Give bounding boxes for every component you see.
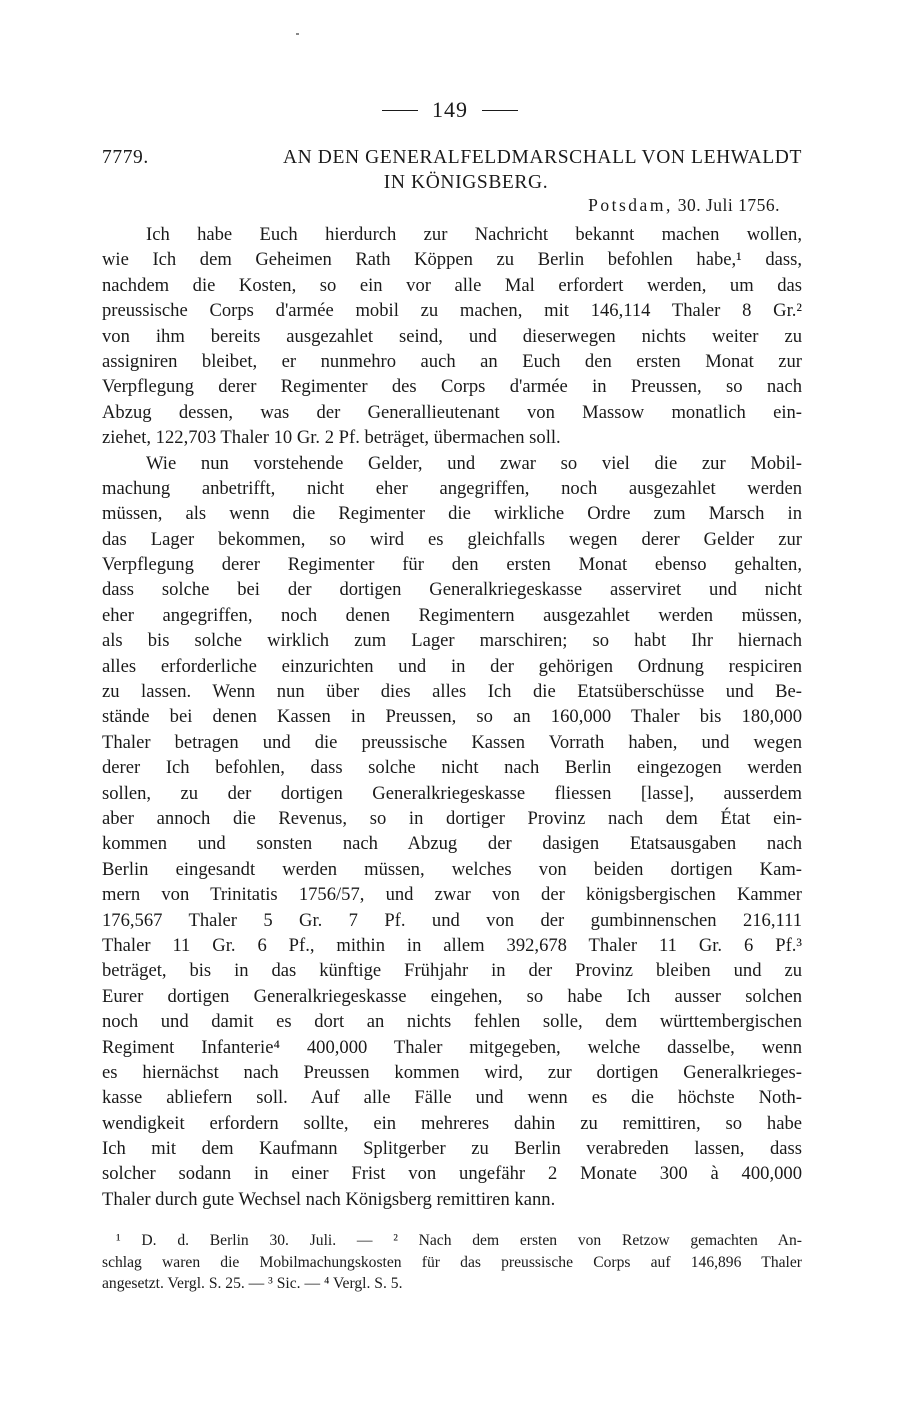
body-line: mern von Trinitatis 1756/57, und zwar von der königsbergischen Kammer [102,884,802,906]
body-line: beträget, bis in das künftige Frühjahr in der Provinz bleiben und zu [102,960,802,982]
body-line: Verpflegung derer Regimenter für den ersten Monat ebenso gehalten, [102,554,802,576]
page-number: 149 [432,97,468,122]
scan-speck [296,33,299,35]
dash-right [482,110,518,111]
body-line: müssen, als wenn die Regimenter die wirkliche Ordre zum Marsch in [102,503,802,525]
body-line: machung anbetrifft, nicht eher angegriffen, noch ausgezahlet werden [102,477,802,499]
body-line: noch und damit es dort an nichts fehlen solle, dem württembergischen [102,1011,802,1033]
body-line: ziehet, 122,703 Thaler 10 Gr. 2 Pf. beträget, übermachen soll. [102,427,561,449]
body-line: preussische Corps d'armée mobil zu machen, mit 146,114 Thaler 8 Gr.² [102,300,802,322]
body-line: es hiernächst nach Preussen kommen wird, zur dortigen Generalkrieges- [102,1061,802,1083]
heading-line-2: IN KÖNIGSBERG. [383,172,549,193]
body-line: kommen und sonsten nach Abzug der dasigen Etatsausgaben nach [102,833,802,855]
body-line: alles erforderliche einzurichten und in der gehörigen Ordnung respiciren [102,655,802,677]
body-line: Berlin eingesandt werden müssen, welches von beiden dortigen Kam- [102,858,802,880]
body-line: Ich habe Euch hierdurch zur Nachricht bekannt machen wollen, [146,224,802,245]
body-line: 176,567 Thaler 5 Gr. 7 Pf. und von der gumbinnenschen 216,111 [102,909,802,931]
body-line: eher angegriffen, noch denen Regimentern ausgezahlet werden müssen, [102,604,802,626]
body-line: nachdem die Kosten, so ein vor alle Mal erfordert werden, um das [102,274,802,296]
body-line: Thaler durch gute Wechsel nach Königsberg remittiren kann. [102,1188,556,1210]
body-line: solcher sodann in einer Frist von ungefähr 2 Monate 300 à 400,000 [102,1163,802,1185]
body-line: von ihm bereits ausgezahlet seind, und dieserwegen nichts weiter zu [102,325,802,347]
footnote-line: schlag waren die Mobilmachungskosten für das preussische Corps auf 146,896 Thaler [102,1253,802,1271]
body-line: Thaler 11 Gr. 6 Pf., mithin in allem 392,678 Thaler 11 Gr. 6 Pf.³ [102,934,802,956]
dateline [588,195,780,216]
dash-left [382,110,418,111]
body-line: das Lager bekommen, so wird es gleichfalls wegen derer Gelder zur [102,528,802,550]
body-line: Regiment Infanterie⁴ 400,000 Thaler mitgegeben, welche dasselbe, wenn [102,1036,802,1058]
body-line: Verpflegung derer Regimenter des Corps d'armée in Preussen, so nach [102,376,802,398]
heading-line-1: AN DEN GENERALFELDMARSCHALL VON LEHWALDT [282,147,802,168]
letter-body [102,222,802,1212]
letter-number: 7779. [102,147,149,168]
footnote-line: ¹ D. d. Berlin 30. Juli. — ² Nach dem ersten von Retzow gemachten An- [116,1232,802,1249]
body-line: wie Ich dem Geheimen Rath Köppen zu Berlin befohlen habe,¹ dass, [102,249,802,271]
footnote-line: angesetzt. Vergl. S. 25. — ³ Sic. — ⁴ Vergl. S. 5. [102,1275,403,1292]
body-line: stände bei denen Kassen in Preussen, so an 160,000 Thaler bis 180,000 [102,706,802,728]
body-line: Wie nun vorstehende Gelder, und zwar so viel die zur Mobil- [146,452,802,474]
body-line: wendigkeit erfordern sollte, ein mehreres dahin zu remittiren, so habe [102,1112,802,1134]
body-line: Eurer dortigen Generalkriegeskasse eingehen, so habe Ich ausser solchen [102,985,802,1007]
body-line: sollen, zu der dortigen Generalkriegeskasse fliessen [lasse], ausserdem [102,782,802,804]
footnotes [102,1230,802,1295]
body-line: kasse abliefern soll. Auf alle Fälle und wenn es die höchste Noth- [102,1087,802,1109]
body-line: derer Ich befohlen, dass solche nicht nach Berlin eingezogen werden [102,757,802,779]
letter-heading [102,145,802,195]
dateline-place: Potsdam, [588,195,673,215]
body-line: aber annoch die Revenus, so in dortiger Provinz nach dem État ein- [102,807,802,829]
body-line: zu lassen. Wenn nun über dies alles Ich die Etatsüberschüsse und Be- [102,681,802,703]
page-number-header [0,97,900,123]
body-line: assigniren bleibet, er nunmehro auch an Euch den ersten Monat zur [102,350,802,372]
body-line: als bis solche wirklich zum Lager marschiren; so habt Ihr hiernach [102,630,802,652]
body-line: Ich mit dem Kaufmann Splitgerber zu Berlin verabreden lassen, dass [102,1138,802,1160]
body-line: Thaler betragen und die preussische Kassen Vorrath haben, und wegen [102,731,802,753]
body-line: Abzug dessen, was der Generallieutenant von Massow monatlich ein- [102,401,802,423]
dateline-date: 30. Juli 1756. [677,195,780,215]
body-line: dass solche bei der dortigen Generalkriegeskasse asserviret und nicht [102,579,802,601]
